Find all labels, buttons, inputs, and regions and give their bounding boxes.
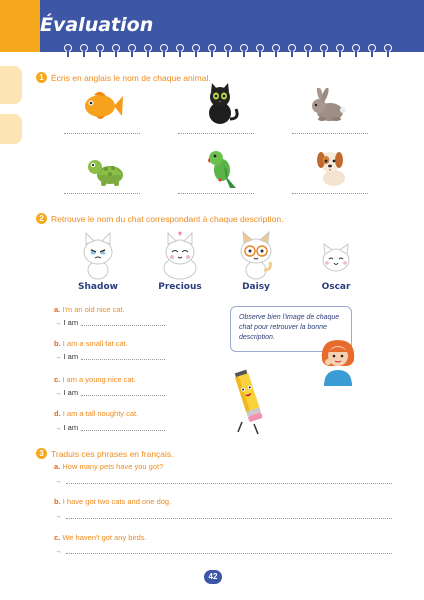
fat-cat-icon (154, 230, 206, 280)
pencil-mascot-icon (228, 366, 272, 436)
section3-text: Traduis ces phrases en français. (51, 448, 174, 459)
grumpy-cat-icon (72, 230, 124, 280)
glasses-cat-icon (230, 230, 282, 280)
turtle-icon (84, 150, 128, 190)
section1-instruction (36, 72, 211, 83)
cat-oscar (310, 230, 362, 300)
translate-a: a. How many pets have you got? (54, 462, 164, 471)
cat-precious (154, 230, 206, 300)
description-c: c. I am a young nice cat. (54, 375, 136, 384)
translate-c: c. We haven't got any birds. (54, 533, 147, 542)
arrow-icon: → (54, 318, 62, 327)
arrow-icon: → (54, 546, 62, 555)
description-d: d. I am a tall noughty cat. (54, 409, 139, 418)
section2-instruction (36, 213, 283, 224)
arrow-icon: → (54, 388, 62, 397)
cat-shadow (72, 230, 124, 300)
section2-number: 2 (36, 213, 47, 224)
puppy-icon (310, 148, 354, 188)
cat-name-shadow: Shadow (78, 282, 118, 292)
side-tab-1 (0, 66, 22, 104)
side-tab-2 (0, 114, 22, 144)
girl-icon (316, 336, 360, 386)
page-title: Évaluation (40, 14, 154, 36)
cat-name-daisy: Daisy (242, 282, 270, 292)
goldfish-icon (80, 86, 124, 126)
arrow-icon: → (54, 352, 62, 361)
answer-line-goldfish[interactable] (64, 132, 140, 134)
cat-daisy (230, 230, 282, 300)
answer-line-rabbit[interactable] (292, 132, 368, 134)
translate-b: b. I have got two cats and one dog. (54, 497, 172, 506)
answer-b[interactable]: → I am (54, 352, 165, 361)
section3-instruction (36, 448, 174, 459)
description-a: a. I'm an old nice cat. (54, 305, 125, 314)
translate-answer-c[interactable] (54, 546, 392, 555)
section2-text: Retrouve le nom du chat correspondant à chaque description. (51, 213, 284, 224)
description-b: b. I am a small fat cat. (54, 339, 128, 348)
page-number: 42 (204, 570, 222, 584)
black-cat-icon (198, 84, 242, 124)
answer-line-parrot[interactable] (178, 192, 254, 194)
translate-answer-a[interactable] (54, 476, 392, 485)
answer-c[interactable]: → I am (54, 388, 165, 397)
arrow-icon: → (54, 511, 62, 520)
answer-d[interactable]: → I am (54, 423, 165, 432)
parrot-icon (200, 148, 244, 188)
translate-answer-b[interactable] (54, 511, 392, 520)
answer-line-puppy[interactable] (292, 192, 368, 194)
arrow-icon: → (54, 423, 62, 432)
cat-name-precious: Precious (158, 282, 202, 292)
section1-number: 1 (36, 72, 47, 83)
binder-rings (64, 44, 394, 58)
header-accent-tab (0, 0, 40, 52)
answer-line-turtle[interactable] (64, 192, 140, 194)
section3-number: 3 (36, 448, 47, 459)
smiling-cat-icon (310, 230, 362, 280)
arrow-icon: → (54, 476, 62, 485)
cat-name-oscar: Oscar (321, 282, 351, 292)
rabbit-icon (306, 86, 350, 126)
answer-a[interactable]: → I am (54, 318, 165, 327)
section1-text: Écris en anglais le nom de chaque animal. (51, 72, 211, 83)
tip-text: Observe bien l'image de chaque chat pour retrouver la bonne description. (239, 314, 340, 341)
answer-line-black-cat[interactable] (178, 132, 254, 134)
